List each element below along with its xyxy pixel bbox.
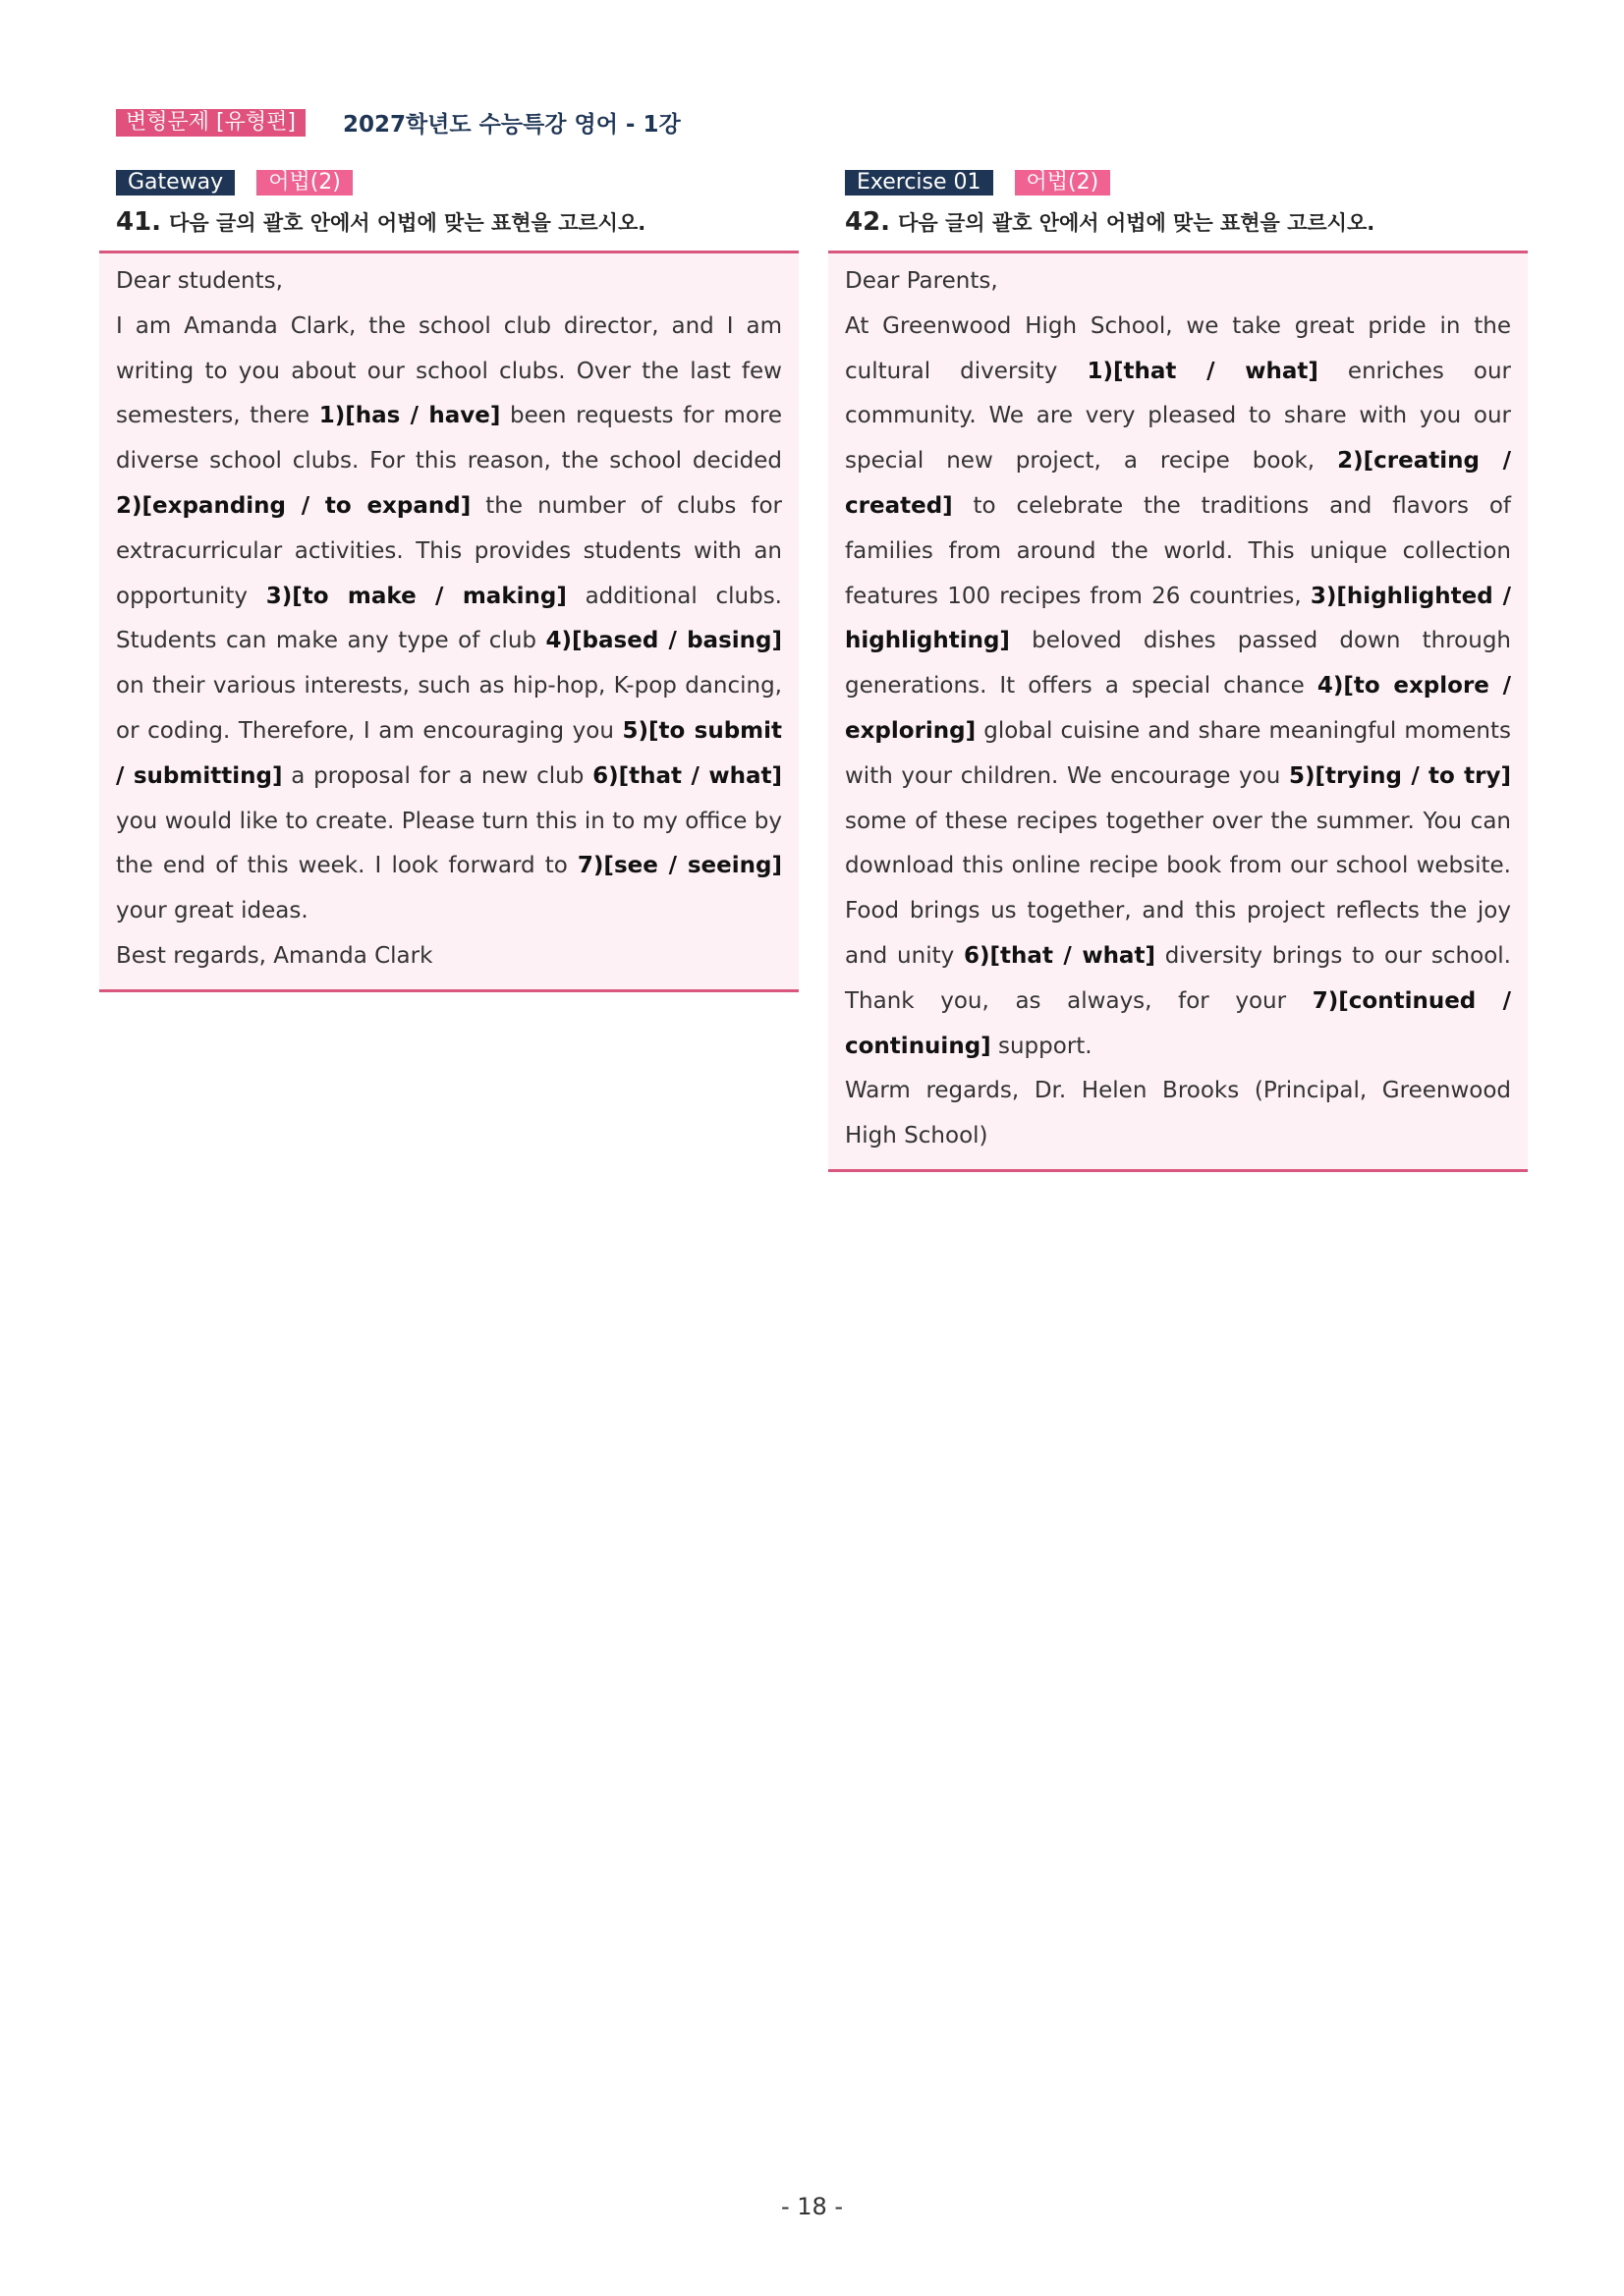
question-number: 42. <box>845 207 891 237</box>
section-label: Gateway <box>116 170 235 196</box>
section-label: Exercise 01 <box>845 170 993 196</box>
passage-box <box>828 251 1528 1172</box>
passage-closing: Best regards, Amanda Clark <box>116 942 433 969</box>
passage-body: At Greenwood High School, we take great pride in the cultural diversity 1)[that / what] enriches our community. We are very pleased to share with you our special new project, a recipe book, 2)[creating / created] to celebrate the traditions and flavors of families from around the world. This unique collection features 100 recipes from 26 countries, 3)[highlighted / highlighting] beloved dishes passed down through generations. It offers a special chance 4)[to explore / exploring] global cuisine and share meaningful moments with your children. We encourage you 5)[trying / to try] some of these recipes together over the summer. You can download this online recipe book from our school website. Food brings us together, and this project reflects the joy and unity 6)[that / what] diversity brings to our school. Thank you, as always, for your 7)[continued / continuing] support. <box>845 312 1512 1059</box>
passage-closing: Warm regards, Dr. Helen Brooks (Principal, Greenwood High School) <box>845 1078 1511 1149</box>
choice-5: 5)[trying / to try] <box>1288 762 1511 789</box>
choice-1: 1)[has / have] <box>318 403 501 429</box>
choice-7: 7)[continued / continuing] <box>845 987 1511 1059</box>
type-label: 어법(2) <box>1015 170 1111 196</box>
passage-body: I am Amanda Clark, the school club director, and I am writing to you about our school clubs. Over the last few semesters, there 1)[has / have] been requests for more diverse school clubs. For this reason, the school decided 2)[expanding / to expand] the number of clubs for extracurricular activities. This provides students with an opportunity 3)[to make / making] additional clubs. Students can make any type of club 4)[based / basing] on their various interests, such as hip-hop, K-pop dancing, or coding. Therefore, I am encouraging you 5)[to submit / submitting] a proposal for a new club 6)[that / what] you would like to create. Please turn this in to my office by the end of this week. I look forward to 7)[see / seeing] your great ideas. <box>116 312 783 924</box>
choice-1: 1)[that / what] <box>1087 358 1318 384</box>
question-42-column <box>828 170 1528 1172</box>
question-prompt <box>116 205 799 239</box>
question-labels <box>845 170 1528 196</box>
choice-6: 6)[that / what] <box>592 762 782 789</box>
page-header <box>116 106 681 139</box>
passage-greeting: Dear Parents, <box>845 268 998 294</box>
choice-6: 6)[that / what] <box>964 942 1155 969</box>
choice-2: 2)[expanding / to expand] <box>116 492 472 519</box>
choice-3: 3)[highlighted / highlighting] <box>845 583 1511 654</box>
choice-7: 7)[see / seeing] <box>577 853 782 879</box>
passage-greeting: Dear students, <box>116 268 283 294</box>
choice-4: 4)[based / basing] <box>545 628 782 654</box>
question-41-column <box>99 170 799 992</box>
passage-box <box>99 251 799 992</box>
choice-4: 4)[to explore / exploring] <box>845 673 1512 744</box>
question-labels <box>116 170 799 196</box>
page-number: - 18 - <box>780 2193 844 2220</box>
page-title: 2027학년도 수능특강 영어 - 1강 <box>342 112 681 138</box>
question-number: 41. <box>116 207 162 237</box>
choice-5: 5)[to submit / submitting] <box>116 717 783 789</box>
category-tag: 변형문제 [유형편] <box>116 109 306 137</box>
question-text: 다음 글의 괄호 안에서 어법에 맞는 표현을 고르시오. <box>898 211 1375 235</box>
choice-3: 3)[to make / making] <box>265 583 567 609</box>
type-label: 어법(2) <box>256 170 353 196</box>
question-text: 다음 글의 괄호 안에서 어법에 맞는 표현을 고르시오. <box>169 211 646 235</box>
question-prompt <box>845 205 1528 239</box>
choice-2: 2)[creating / created] <box>845 448 1511 519</box>
